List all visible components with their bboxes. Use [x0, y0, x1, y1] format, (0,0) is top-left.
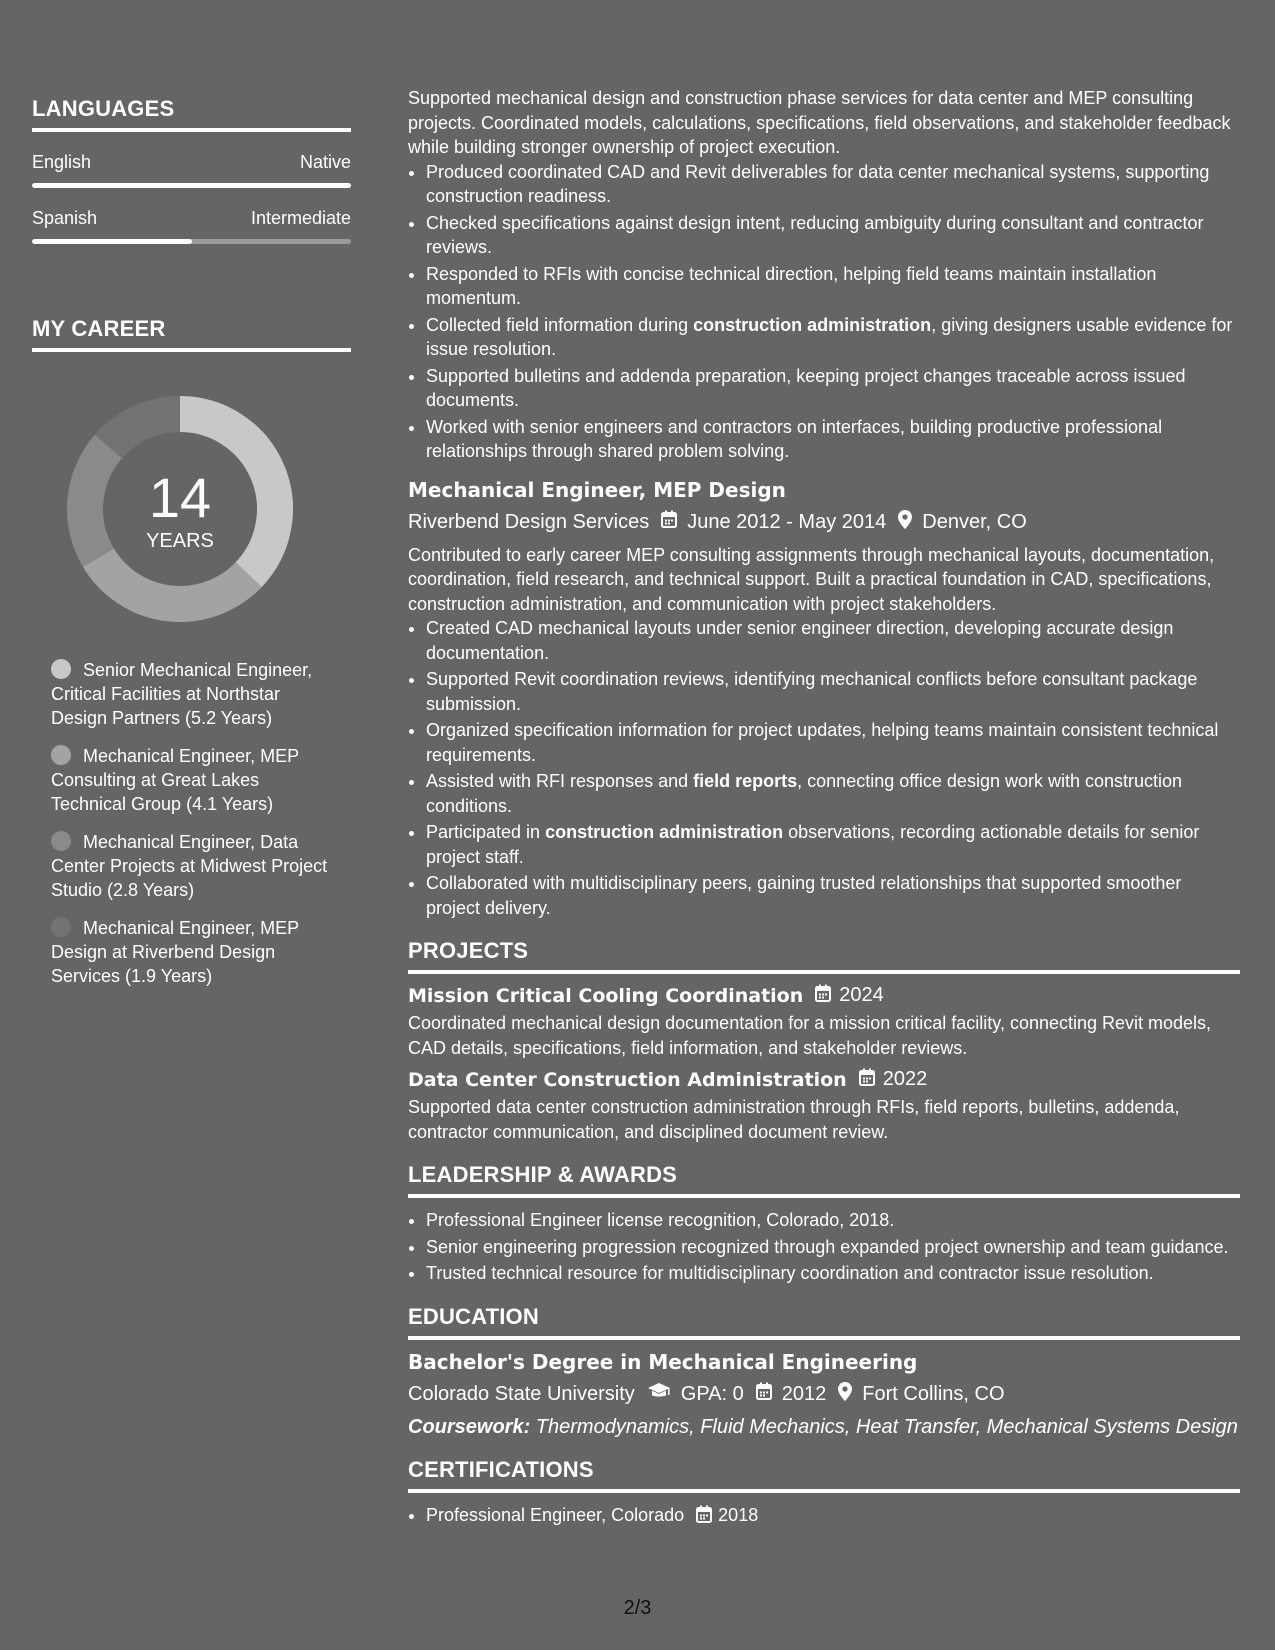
bullet-emphasis: construction administration [693, 314, 932, 335]
bullet-text: , connecting office design work with construction conditions. [426, 771, 1183, 816]
legend-dot [51, 745, 71, 765]
project-year: 2022 [882, 1068, 928, 1090]
career-heading: MY CAREER [32, 316, 351, 352]
language-level: Native [299, 152, 351, 172]
main-content [408, 86, 1240, 1531]
career-legend-item [51, 658, 331, 730]
bullet-emphasis: construction administration [545, 822, 784, 842]
school-name: Colorado State University [408, 1382, 635, 1405]
languages-heading: LANGUAGES [32, 96, 351, 132]
bullet-item [426, 313, 1240, 362]
intro-bullets [408, 160, 1240, 464]
bullet-text: observations, recording actionable details for senior project staff. [426, 822, 1200, 867]
bullet-text: Worked with senior engineers and contractors on interfaces, building productive professional relationships through shared problem solving. [426, 416, 1163, 461]
projects-list [408, 984, 1240, 1144]
leadership-heading: LEADERSHIP & AWARDS [408, 1162, 1240, 1198]
certification-item [426, 1503, 1240, 1530]
bullet-text: Supported Revit coordination reviews, identifying mechanical conflicts before consultant package submission. [426, 669, 1198, 714]
project-title: Data Center Construction Administration [408, 1068, 847, 1091]
bullet-text: Assisted with RFI responses and [426, 771, 694, 791]
language-proficiency-bar [32, 239, 351, 244]
language-name: Spanish [32, 208, 98, 228]
certification-name: Professional Engineer, Colorado [426, 1504, 685, 1525]
career-legend-label: Mechanical Engineer, MEP Consulting at Great Lakes Technical Group (4.1 Years) [51, 746, 299, 814]
career-legend-label: Mechanical Engineer, Data Center Projects at Midwest Project Studio (2.8 Years) [51, 832, 328, 900]
page-number: 2/3 [623, 1597, 652, 1619]
language-proficiency-bar [32, 183, 351, 188]
projects-section [408, 938, 1240, 1144]
intro-summary: Supported mechanical design and construction phase services for data center and MEP consulting projects. Coordinated models, calculations, specifications, field observations, and stakeholder feedback while building stronger ownership of project execution. [408, 88, 1231, 157]
language-proficiency-fill [32, 183, 351, 188]
location-pin-icon [898, 510, 912, 535]
bullet-item [426, 718, 1240, 767]
bullet-text: Participated in [426, 822, 546, 842]
bullet-text: Created CAD mechanical layouts under senior engineer direction, developing accurate design documentation. [426, 618, 1174, 663]
project-title-row [408, 1068, 1240, 1091]
bullet-text: Organized specification information for project updates, helping teams maintain consistent technical requirements. [426, 720, 1219, 765]
career-legend-label: Senior Mechanical Engineer, Critical Facilities at Northstar Design Partners (5.2 Years) [51, 660, 313, 728]
bullet-text: , giving designers usable evidence for issue resolution. [426, 314, 1233, 359]
job-meta [408, 510, 1240, 535]
bullet-item [426, 211, 1240, 260]
gpa: GPA: 0 [680, 1382, 744, 1405]
bullet-text: Checked specifications against design intent, reducing ambiguity during consultant and contractor reviews. [426, 212, 1204, 257]
coursework-label: Coursework: [408, 1415, 531, 1438]
leadership-item: • Senior engineering progression recognized through expanded project ownership and team guidance. [426, 1235, 1240, 1260]
project-title: Mission Critical Cooling Coordination [408, 984, 804, 1007]
career-legend-item [51, 830, 331, 902]
legend-dot [51, 659, 71, 679]
bullet-item [426, 262, 1240, 311]
years-label: YEARS [146, 530, 214, 552]
job-bullets [408, 616, 1240, 920]
bullet-text: Supported bulletins and addenda preparation, keeping project changes traceable across issued documents. [426, 365, 1186, 410]
education-meta [408, 1382, 1240, 1407]
project-year: 2024 [839, 984, 884, 1006]
bullet-text: Collaborated with multidisciplinary peers, gaining trusted relationships that supported smoother project delivery. [426, 873, 1182, 918]
career-legend-item [51, 916, 331, 988]
education-section [408, 1304, 1240, 1439]
languages-list [32, 152, 351, 244]
project-title-row [408, 984, 1240, 1007]
location-pin-icon [838, 1382, 852, 1407]
bullet-item [426, 769, 1240, 818]
certifications-section [408, 1457, 1240, 1530]
career-donut-chart [67, 396, 293, 622]
job-location: Denver, CO [922, 510, 1027, 533]
career-section [32, 316, 351, 988]
certification-year: 2018 [718, 1504, 759, 1525]
language-labels [32, 152, 351, 173]
degree-title: Bachelor's Degree in Mechanical Engineering [408, 1349, 918, 1374]
language-name: English [32, 152, 92, 172]
bullet-text: Responded to RFIs with concise technical direction, helping field teams maintain installation momentum. [426, 263, 1157, 308]
coursework-list: Thermodynamics, Fluid Mechanics, Heat Transfer, Mechanical Systems Design [530, 1415, 1238, 1438]
career-legend-item [51, 744, 331, 816]
sidebar [32, 96, 351, 1002]
projects-heading: PROJECTS [408, 938, 1240, 974]
legend-dot [51, 831, 71, 851]
certifications-heading: CERTIFICATIONS [408, 1457, 1240, 1493]
language-row [32, 152, 351, 188]
bullet-emphasis: field reports [693, 771, 798, 791]
project-description: Coordinated mechanical design documentation for a mission critical facility, connecting Revit models, CAD details, specifications, field information, and stakeholder reviews. [408, 1013, 1212, 1058]
calendar-icon [661, 510, 677, 534]
language-level: Intermediate [250, 208, 351, 228]
school-location: Fort Collins, CO [862, 1382, 1005, 1405]
bullet-text: Collected field information during [426, 314, 694, 335]
job-title: Mechanical Engineer, MEP Design [408, 477, 786, 502]
job-summary: Contributed to early career MEP consulting assignments through mechanical layouts, documentation, coordination, field research, and technical support. Built a practical foundation in CAD, specifications, construction administration, and communication with project stakeholders. [408, 544, 1215, 614]
leadership-list [408, 1208, 1240, 1286]
bullet-item [426, 820, 1240, 869]
total-years: 14 [148, 466, 212, 529]
bullet-item [426, 364, 1240, 413]
graduation-cap-icon [647, 1382, 671, 1406]
leadership-section [408, 1162, 1240, 1286]
calendar-icon [815, 984, 831, 1007]
legend-dot [51, 917, 71, 937]
calendar-icon [696, 1505, 712, 1530]
language-labels [32, 208, 351, 229]
bullet-item [426, 616, 1240, 665]
job-company: Riverbend Design Services [408, 510, 650, 533]
leadership-item: • Professional Engineer license recognition, Colorado, 2018. [426, 1208, 1240, 1233]
calendar-icon [756, 1382, 772, 1406]
career-legend-label: Mechanical Engineer, MEP Design at Riverbend Design Services (1.9 Years) [51, 918, 299, 986]
coursework [408, 1415, 1240, 1439]
language-row [32, 208, 351, 244]
bullet-item [426, 415, 1240, 464]
calendar-icon [859, 1068, 875, 1091]
language-proficiency-fill [32, 239, 192, 244]
bullet-text: Produced coordinated CAD and Revit deliverables for data center mechanical systems, supporting construction readiness. [426, 161, 1210, 206]
leadership-item: • Trusted technical resource for multidisciplinary coordination and contractor issue resolution. [426, 1261, 1240, 1286]
education-heading: EDUCATION [408, 1304, 1240, 1340]
job-dates: June 2012 - May 2014 [687, 510, 887, 533]
project-description: Supported data center construction administration through RFIs, field reports, bulletins, addenda, contractor communication, and disciplined document review. [408, 1097, 1180, 1142]
bullet-item [426, 160, 1240, 209]
graduation-year: 2012 [781, 1382, 827, 1405]
certifications-list [408, 1503, 1240, 1530]
bullet-item [426, 871, 1240, 920]
career-legend [51, 658, 331, 988]
bullet-item [426, 667, 1240, 716]
